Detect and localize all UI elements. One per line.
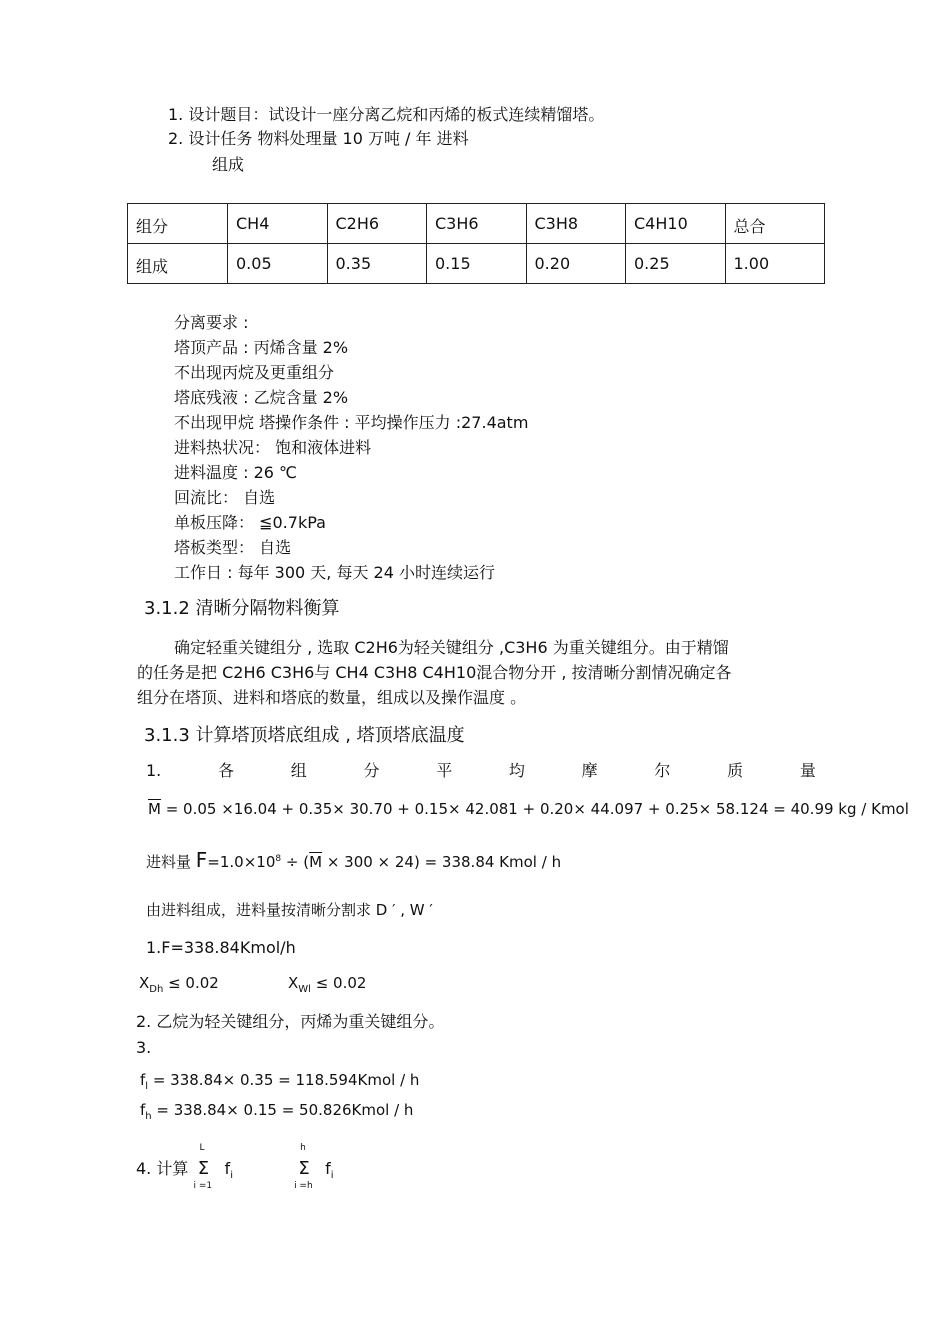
- step4-line: [136, 1143, 334, 1191]
- requirement-line: 进料热状况： 饱和液体进料: [174, 438, 372, 457]
- feed-rate-label: 进料量: [146, 853, 196, 871]
- sum-symbol-light: [193, 1143, 213, 1191]
- sum-upper-limit: h: [300, 1143, 306, 1153]
- table-cell: 0.35: [327, 244, 427, 284]
- design-task-continuation: 组成: [212, 155, 245, 174]
- section-heading-312: 3.1.2 清晰分隔物料衡算: [144, 598, 340, 619]
- sigma-glyph: Σ: [298, 1158, 310, 1179]
- x-value: ≤ 0.02: [310, 974, 367, 992]
- step1-word: 1.: [146, 761, 162, 780]
- requirement-line: 不出现甲烷 塔操作条件 : 平均操作压力 :27.4atm: [174, 413, 529, 432]
- table-cell: 0.05: [228, 244, 328, 284]
- step2-line: 2. 乙烷为轻关键组分，丙烯为重关键组分。: [136, 1012, 445, 1031]
- fl-formula: [140, 1073, 419, 1092]
- f-symbol: f: [325, 1159, 331, 1178]
- feed-expression-part: ÷ (: [281, 853, 310, 871]
- table-cell: 0.15: [427, 244, 527, 284]
- feed-expression-part: × 300 × 24) = 338.84 Kmol / h: [322, 853, 562, 871]
- paragraph-line: 确定轻重关键组分 , 选取 C2H6为轻关键组分 ,C3H6 为重关键组分。由于精馏: [174, 638, 729, 657]
- step1-word: 组: [290, 761, 307, 780]
- step1-word: 各: [217, 761, 234, 780]
- feed-rate-formula: [146, 850, 561, 870]
- requirement-line: 不出现丙烷及更重组分: [174, 363, 335, 382]
- paragraph-line: 的任务是把 C2H6 C3H6与 CH4 C3H8 C4H10混合物分开 , 按清晰分割情况确定各: [137, 663, 732, 682]
- sum-upper-limit: L: [199, 1143, 205, 1153]
- molar-mass-expression: = 0.05 ×16.04 + 0.35× 30.70 + 0.15× 42.081 + 0.20× 44.097 + 0.25× 58.124 = 40.99 kg / Kmol: [160, 800, 909, 818]
- x-subscript: Wl: [298, 984, 311, 995]
- x-subscript: Dh: [149, 984, 164, 995]
- requirement-line: 塔板类型： 自选: [174, 538, 292, 557]
- f-subscript: l: [145, 1081, 149, 1092]
- f-symbol: f: [140, 1101, 146, 1119]
- requirement-line: 塔底残液 : 乙烷含量 2%: [174, 388, 349, 407]
- design-task-item: 2. 设计任务 物料处理量 10 万吨 / 年 进料: [168, 129, 469, 148]
- step1-word: 摩: [581, 761, 598, 780]
- feed-exponent: 8: [275, 854, 282, 864]
- x-wl-constraint: [288, 976, 366, 995]
- step1-word: 分: [363, 761, 380, 780]
- composition-table: [127, 203, 825, 284]
- fh-formula: [140, 1103, 413, 1122]
- split-text: 由进料组成，进料量按清晰分割求 D ′ , W ′: [146, 901, 433, 919]
- f-subscript: h: [145, 1111, 152, 1122]
- x-value: ≤ 0.02: [163, 974, 219, 992]
- requirement-line: 回流比： 自选: [174, 488, 276, 507]
- table-cell: 0.25: [626, 244, 726, 284]
- f-subscript: i: [330, 1170, 334, 1181]
- sum-symbol-heavy: [294, 1143, 314, 1191]
- feed-symbol: F: [195, 848, 208, 872]
- molar-mass-formula: [148, 802, 909, 817]
- fh-expression: = 338.84× 0.15 = 50.826Kmol / h: [151, 1101, 414, 1119]
- table-cell: 组成: [128, 244, 228, 284]
- table-cell: 组分: [128, 204, 228, 244]
- step1-word: 均: [508, 761, 525, 780]
- x-dh-constraint: [139, 976, 219, 995]
- table-cell: C3H8: [526, 204, 626, 244]
- requirement-line: 工作日 : 每年 300 天, 每天 24 小时连续运行: [174, 563, 495, 582]
- design-title-item: 1. 设计题目：试设计一座分离乙烷和丙烯的板式连续精馏塔。: [168, 105, 605, 124]
- f-symbol: f: [224, 1159, 231, 1178]
- mean-molar-mass-symbol: $\overline{M}$: [148, 800, 161, 818]
- requirement-line: 单板压降： ≦0.7kPa: [174, 513, 326, 532]
- paragraph-line: 组分在塔顶、进料和塔底的数量，组成以及操作温度 。: [137, 688, 527, 707]
- table-cell: 总合: [725, 204, 825, 244]
- step1-word: 量: [799, 761, 816, 780]
- table-cell: 1.00: [725, 244, 825, 284]
- fl-expression: = 338.84× 0.35 = 118.594Kmol / h: [148, 1071, 420, 1089]
- f-subscript: i: [230, 1170, 233, 1181]
- table-cell: 0.20: [526, 244, 626, 284]
- requirement-line: 塔顶产品 : 丙烯含量 2%: [174, 338, 349, 357]
- mean-molar-mass-symbol: $\overline{M}$: [309, 853, 323, 871]
- step1-heading: [146, 763, 816, 779]
- table-cell: C2H6: [327, 204, 427, 244]
- step1-word: 平: [436, 761, 453, 780]
- section-heading-313: 3.1.3 计算塔顶塔底组成 , 塔顶塔底温度: [144, 725, 465, 746]
- table-row: [128, 244, 825, 284]
- table-header-row: [128, 204, 825, 244]
- table-cell: C3H6: [427, 204, 527, 244]
- x-symbol: X: [288, 974, 299, 992]
- table-cell: C4H10: [626, 204, 726, 244]
- requirement-line: 分离要求 :: [174, 313, 249, 332]
- feed-expression-part: =1.0×10: [207, 853, 276, 871]
- step3-line: 3.: [136, 1038, 152, 1057]
- requirement-line: 进料温度 : 26 ℃: [174, 463, 297, 482]
- f-symbol: f: [140, 1071, 146, 1089]
- sigma-glyph: Σ: [197, 1158, 210, 1179]
- x-symbol: X: [139, 974, 150, 992]
- step1-word: 尔: [654, 761, 671, 780]
- feed-line: 1.F=338.84Kmol/h: [146, 938, 296, 957]
- sum-lower-limit: i =1: [193, 1181, 213, 1191]
- step1-word: 质: [727, 761, 744, 780]
- step4-label: 4. 计算: [136, 1159, 194, 1178]
- sum-lower-limit: i =h: [294, 1181, 313, 1191]
- table-cell: CH4: [228, 204, 328, 244]
